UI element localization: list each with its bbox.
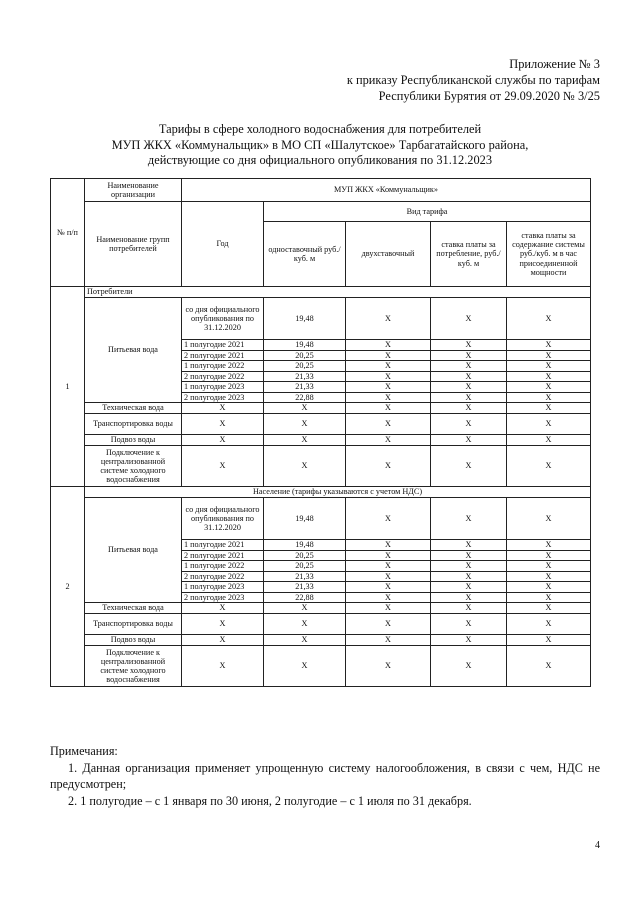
consumption-rate-cell: X	[431, 614, 507, 635]
note-item: 1. Данная организация применяет упрощенную систему налогообложения, в связи с чем, НДС не предусмотрен;	[50, 760, 600, 791]
period-cell: 2 полугодие 2022	[182, 571, 264, 582]
consumption-rate-cell: X	[431, 582, 507, 593]
period-cell: 1 полугодие 2023	[182, 382, 264, 393]
consumption-rate-cell: X	[431, 561, 507, 572]
two-rate-cell: X	[346, 340, 431, 351]
consumption-rate-cell: X	[431, 635, 507, 646]
two-rate-cell: X	[346, 550, 431, 561]
consumer-group-cell: Подвоз воды	[85, 635, 182, 646]
table-row	[51, 635, 591, 646]
single-rate-cell: 19,48	[264, 498, 346, 540]
block-header: Потребители	[85, 287, 591, 298]
consumption-rate-cell: X	[431, 414, 507, 435]
header-single-rate: одноставочный руб./ куб. м	[264, 222, 346, 287]
consumption-rate-cell: X	[431, 350, 507, 361]
header-two-rate: двухставочный	[346, 222, 431, 287]
year-cell: X	[182, 435, 264, 446]
consumer-group-cell: Транспортировка воды	[85, 614, 182, 635]
two-rate-cell: X	[346, 561, 431, 572]
single-rate-cell: X	[264, 446, 346, 487]
page-number: 4	[595, 840, 600, 851]
title-line-3: действующие со дня официального опубликования по 31.12.2023	[147, 153, 493, 167]
year-cell: X	[182, 635, 264, 646]
note-item: 2. 1 полугодие – с 1 января по 30 июня, 2 полугодие – с 1 июля по 31 декабря.	[68, 793, 472, 808]
single-rate-cell: X	[264, 403, 346, 414]
consumer-group-cell: Техническая вода	[85, 603, 182, 614]
period-cell: со дня официального опубликования по 31.12.2020	[182, 298, 264, 340]
appendix-line-2: к приказу Республиканской службы по тарифам	[346, 73, 600, 87]
two-rate-cell: X	[346, 382, 431, 393]
single-rate-cell: X	[264, 614, 346, 635]
capacity-rate-cell: X	[507, 635, 591, 646]
header-tariff-type: Вид тарифа	[264, 202, 591, 222]
period-cell: 2 полугодие 2023	[182, 592, 264, 603]
year-cell: X	[182, 614, 264, 635]
consumption-rate-cell: X	[431, 550, 507, 561]
two-rate-cell: X	[346, 603, 431, 614]
capacity-rate-cell: X	[507, 550, 591, 561]
two-rate-cell: X	[346, 614, 431, 635]
row-number: 2	[51, 487, 85, 687]
period-cell: 2 полугодие 2022	[182, 371, 264, 382]
period-cell: 2 полугодие 2021	[182, 350, 264, 361]
capacity-rate-cell: X	[507, 340, 591, 351]
single-rate-cell: 21,33	[264, 371, 346, 382]
consumption-rate-cell: X	[431, 646, 507, 687]
single-rate-cell: X	[264, 435, 346, 446]
capacity-rate-cell: X	[507, 561, 591, 572]
year-cell: X	[182, 603, 264, 614]
single-rate-cell: X	[264, 646, 346, 687]
row-number: 1	[51, 287, 85, 487]
tariff-table	[50, 178, 591, 687]
single-rate-cell: X	[264, 635, 346, 646]
capacity-rate-cell: X	[507, 350, 591, 361]
period-cell: 1 полугодие 2021	[182, 540, 264, 551]
consumer-group-cell: Подключение к централизованной системе холодного водоснабжения	[85, 646, 182, 687]
capacity-rate-cell: X	[507, 371, 591, 382]
single-rate-cell: 20,25	[264, 361, 346, 372]
notes	[50, 743, 600, 809]
consumption-rate-cell: X	[431, 540, 507, 551]
capacity-rate-cell: X	[507, 646, 591, 687]
header-consumer-group: Наименование групп потребителей	[85, 202, 182, 287]
two-rate-cell: X	[346, 540, 431, 551]
two-rate-cell: X	[346, 446, 431, 487]
period-cell: 1 полугодие 2022	[182, 361, 264, 372]
single-rate-cell: 21,33	[264, 571, 346, 582]
two-rate-cell: X	[346, 635, 431, 646]
two-rate-cell: X	[346, 414, 431, 435]
capacity-rate-cell: X	[507, 498, 591, 540]
consumption-rate-cell: X	[431, 446, 507, 487]
table-row	[51, 287, 591, 298]
consumption-rate-cell: X	[431, 340, 507, 351]
table-row	[51, 435, 591, 446]
title-line-1: Тарифы в сфере холодного водоснабжения для потребителей	[158, 122, 482, 136]
capacity-rate-cell: X	[507, 582, 591, 593]
single-rate-cell: 19,48	[264, 340, 346, 351]
header-year: Год	[182, 202, 264, 287]
two-rate-cell: X	[346, 298, 431, 340]
single-rate-cell: 21,33	[264, 382, 346, 393]
capacity-rate-cell: X	[507, 435, 591, 446]
table-row	[51, 298, 591, 340]
period-cell: со дня официального опубликования по 31.12.2020	[182, 498, 264, 540]
table-row	[51, 446, 591, 487]
two-rate-cell: X	[346, 646, 431, 687]
consumption-rate-cell: X	[431, 435, 507, 446]
consumption-rate-cell: X	[431, 592, 507, 603]
year-cell: X	[182, 646, 264, 687]
two-rate-cell: X	[346, 371, 431, 382]
year-cell: X	[182, 414, 264, 435]
consumption-rate-cell: X	[431, 571, 507, 582]
document-title	[40, 122, 600, 169]
table-row	[51, 403, 591, 414]
header-capacity-rate: ставка платы за содержание системы руб./куб. м в час присоединенной мощности	[507, 222, 591, 287]
table-row	[51, 487, 591, 498]
capacity-rate-cell: X	[507, 603, 591, 614]
header-consumption-rate: ставка платы за потребление, руб./ куб. м	[431, 222, 507, 287]
two-rate-cell: X	[346, 403, 431, 414]
two-rate-cell: X	[346, 392, 431, 403]
single-rate-cell: 21,33	[264, 582, 346, 593]
consumption-rate-cell: X	[431, 361, 507, 372]
two-rate-cell: X	[346, 435, 431, 446]
consumption-rate-cell: X	[431, 392, 507, 403]
consumer-group-cell: Техническая вода	[85, 403, 182, 414]
capacity-rate-cell: X	[507, 361, 591, 372]
title-line-2: МУП ЖКХ «Коммунальщик» в МО СП «Шалутское» Тарбагатайского района,	[111, 137, 529, 152]
consumer-group-drinking-water: Питьевая вода	[85, 498, 182, 603]
capacity-rate-cell: X	[507, 592, 591, 603]
consumption-rate-cell: X	[431, 382, 507, 393]
capacity-rate-cell: X	[507, 403, 591, 414]
table-row	[51, 646, 591, 687]
consumer-group-cell: Транспортировка воды	[85, 414, 182, 435]
header-organization-name: МУП ЖКХ «Коммунальщик»	[182, 179, 591, 202]
two-rate-cell: X	[346, 361, 431, 372]
appendix-reference	[347, 56, 600, 104]
single-rate-cell: 22,88	[264, 392, 346, 403]
appendix-line-3: Республики Бурятия от 29.09.2020 № 3/25	[378, 89, 600, 103]
capacity-rate-cell: X	[507, 571, 591, 582]
header-organization: Наименование организации	[85, 179, 182, 202]
notes-heading: Примечания:	[50, 744, 118, 758]
single-rate-cell: 19,48	[264, 298, 346, 340]
single-rate-cell: 19,48	[264, 540, 346, 551]
period-cell: 2 полугодие 2021	[182, 550, 264, 561]
capacity-rate-cell: X	[507, 446, 591, 487]
consumption-rate-cell: X	[431, 371, 507, 382]
table-row	[51, 498, 591, 540]
single-rate-cell: 20,25	[264, 350, 346, 361]
capacity-rate-cell: X	[507, 392, 591, 403]
single-rate-cell: X	[264, 414, 346, 435]
consumption-rate-cell: X	[431, 603, 507, 614]
period-cell: 1 полугодие 2022	[182, 561, 264, 572]
period-cell: 2 полугодие 2023	[182, 392, 264, 403]
capacity-rate-cell: X	[507, 540, 591, 551]
year-cell: X	[182, 446, 264, 487]
capacity-rate-cell: X	[507, 414, 591, 435]
appendix-line-1: Приложение № 3	[509, 57, 600, 71]
table-row	[51, 603, 591, 614]
two-rate-cell: X	[346, 582, 431, 593]
capacity-rate-cell: X	[507, 614, 591, 635]
consumer-group-cell: Подвоз воды	[85, 435, 182, 446]
two-rate-cell: X	[346, 498, 431, 540]
period-cell: 1 полугодие 2021	[182, 340, 264, 351]
capacity-rate-cell: X	[507, 298, 591, 340]
two-rate-cell: X	[346, 571, 431, 582]
consumption-rate-cell: X	[431, 498, 507, 540]
single-rate-cell: 20,25	[264, 550, 346, 561]
two-rate-cell: X	[346, 350, 431, 361]
block-header: Население (тарифы указываются с учетом НДС)	[85, 487, 591, 498]
header-row-number: № п/п	[51, 179, 85, 287]
single-rate-cell: 20,25	[264, 561, 346, 572]
year-cell: X	[182, 403, 264, 414]
consumption-rate-cell: X	[431, 403, 507, 414]
single-rate-cell: 22,88	[264, 592, 346, 603]
consumer-group-cell: Подключение к централизованной системе холодного водоснабжения	[85, 446, 182, 487]
capacity-rate-cell: X	[507, 382, 591, 393]
consumer-group-drinking-water: Питьевая вода	[85, 298, 182, 403]
table-row	[51, 414, 591, 435]
consumption-rate-cell: X	[431, 298, 507, 340]
table-row	[51, 614, 591, 635]
two-rate-cell: X	[346, 592, 431, 603]
single-rate-cell: X	[264, 603, 346, 614]
period-cell: 1 полугодие 2023	[182, 582, 264, 593]
